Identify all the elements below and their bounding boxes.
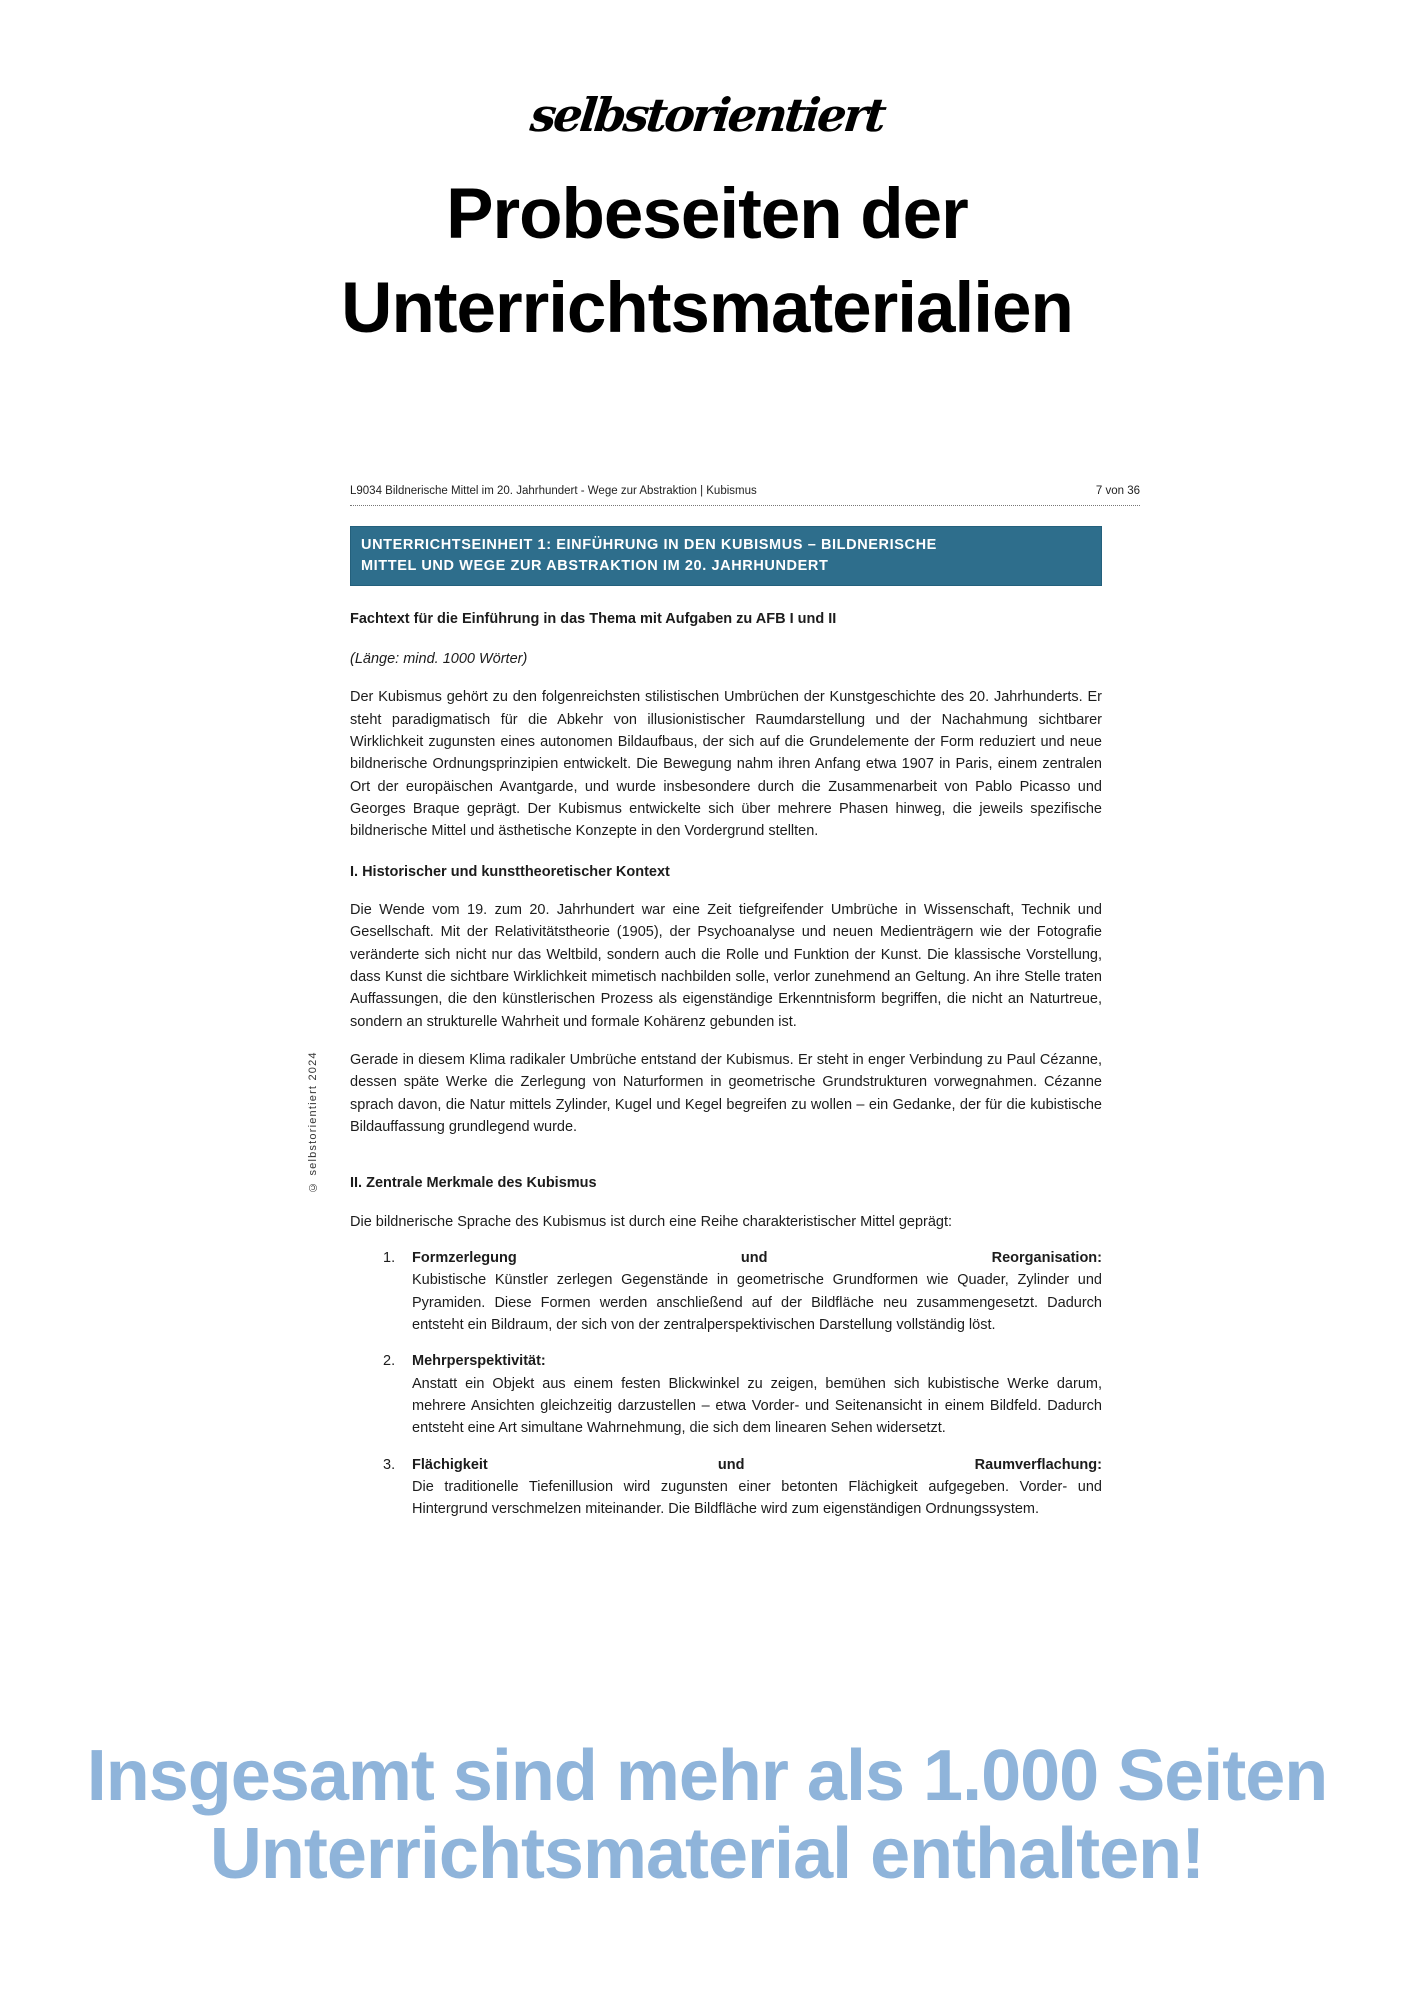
unit-title-banner xyxy=(350,526,1102,586)
list-item-heading-part: Raumverflachung: xyxy=(974,1456,1102,1473)
intro-paragraph: Der Kubismus gehört zu den folgenreichsten stilistischen Umbrüchen der Kunstgeschichte des 20. Jahrhunderts. Er steht paradigmatisch für die Abkehr von illusionistischer Raumdarstellung und der Nachahmung sichtbarer Wirklichkeit zugunsten eines autonomen Bildaufbaus, der sich auf die Grundelemente der Form reduziert und neue bildnerische Ordnungsprinzipien entwickelt. Die Bewegung nahm ihren Anfang etwa 1907 in Paris, einem zentralen Ort der europäischen Avantgarde, und wurde insbesondere durch die Zusammenarbeit von Pablo Picasso und Georges Braque geprägt. Der Kubismus entwickelte sich über mehrere Phasen hinweg, die jeweils spezifische bildnerische Mittel und ästhetische Konzepte in den Vordergrund stellten. xyxy=(350,689,1102,840)
document-content xyxy=(350,526,1102,1521)
document-page xyxy=(307,483,1140,1521)
list-item-heading xyxy=(412,1454,1102,1476)
section1-heading: I. Historischer und kunsttheoretischer Kontext xyxy=(350,863,670,880)
list-item-heading-part: und xyxy=(740,1249,768,1266)
list-item-heading-part: und xyxy=(717,1456,745,1473)
section2-lead: Die bildnerische Sprache des Kubismus ist durch eine Reihe charakteristischer Mittel geprägt: xyxy=(350,1213,953,1230)
page-title xyxy=(0,168,1414,355)
list-item-body: Kubistische Künstler zerlegen Gegenstände in geometrische Grundformen wie Quader, Zylinder und Pyramiden. Diese Formen werden anschließend auf der Bildfläche neu zusammengesetzt. Dadurch entsteht ein Bildraum, der sich von der zentralperspektivischen Darstellung vollständig löst. xyxy=(412,1272,1102,1333)
list-item xyxy=(350,1247,1102,1336)
document-header xyxy=(350,483,1140,506)
list-item-heading-part: Formzerlegung xyxy=(412,1249,517,1266)
list-item-heading-part: Reorganisation: xyxy=(991,1249,1102,1266)
list-item-heading-part: Flächigkeit xyxy=(412,1456,488,1473)
document-header-title: L9034 Bildnerische Mittel im 20. Jahrhundert - Wege zur Abstraktion | Kubismus xyxy=(350,485,757,497)
page-title-line1: Probeseiten der xyxy=(446,175,968,254)
list-item-body: Anstatt ein Objekt aus einem festen Blickwinkel zu zeigen, bemühen sich kubistische Werke darum, mehrere Ansichten gleichzeitig darzustellen – etwa Vorder- und Seitenansicht in einem Bildfeld. Dadurch entsteht eine Art simultane Wahrnehmung, die sich dem linearen Sehen widersetzt. xyxy=(412,1375,1102,1437)
list-item-marker: 3. xyxy=(383,1456,396,1473)
feature-list xyxy=(350,1247,1102,1521)
section1-paragraph2: Gerade in diesem Klima radikaler Umbrüche entstand der Kubismus. Er steht in enger Verbindung zu Paul Cézanne, dessen späte Werke die Zerlegung von Naturformen in geometrische Grundstrukturen vorwegnahmen. Cézanne sprach davon, die Natur mittels Zylinder, Kugel und Kegel begreifen zu wollen – ein Gedanke, der für die kubistische Bildauffassung grundlegend wurde. xyxy=(350,1051,1102,1135)
brand-logo: selbstorientiert xyxy=(527,88,887,142)
unit-title-line1: UNTERRICHTSEINHEIT 1: EINFÜHRUNG IN DEN KUBISMUS – BILDNERISCHE xyxy=(361,536,937,553)
list-item xyxy=(350,1350,1102,1439)
doc-length-note: (Länge: mind. 1000 Wörter) xyxy=(350,651,528,668)
bottom-banner-line2: Unterrichtsmaterial enthalten! xyxy=(209,1813,1205,1894)
list-item-body: Die traditionelle Tiefenillusion wird zugunsten einer betonten Flächigkeit aufgegeben. Vorder- und Hintergrund verschmelzen miteinander. Die Bildfläche wird zum eigenständigen Ordnungssystem. xyxy=(412,1478,1102,1518)
page-title-line2: Unterrichtsmaterialien xyxy=(341,268,1073,348)
list-item-heading-part: Mehrperspektivität: xyxy=(412,1353,546,1370)
doc-subtitle: Fachtext für die Einführung in das Thema mit Aufgaben zu AFB I und II xyxy=(350,610,837,627)
list-item xyxy=(350,1454,1102,1521)
bottom-banner xyxy=(0,1738,1414,1894)
list-item-marker: 1. xyxy=(383,1249,396,1266)
list-item-heading xyxy=(412,1350,1102,1372)
document-page-indicator: 7 von 36 xyxy=(1095,485,1140,497)
section2-heading: II. Zentrale Merkmale des Kubismus xyxy=(350,1175,597,1192)
copyright-vertical-text: © selbstorientiert 2024 xyxy=(307,1051,319,1193)
list-item-marker: 2. xyxy=(383,1353,396,1370)
bottom-banner-line1: Insgesamt sind mehr als 1.000 Seiten xyxy=(86,1736,1328,1816)
section1-paragraph1: Die Wende vom 19. zum 20. Jahrhundert war eine Zeit tiefgreifender Umbrüche in Wissenschaft, Technik und Gesellschaft. Mit der Relativitätstheorie (1905), der Psychoanalyse und neuen Medienträgern wie der Fotografie veränderte sich nicht nur das Weltbild, sondern auch die Rolle und Funktion der Kunst. Die klassische Vorstellung, dass Kunst die sichtbare Wirklichkeit mimetisch nachbilden solle, verlor zunehmend an Geltung. An ihre Stelle traten Auffassungen, die den künstlerischen Prozess als eigenständige Erkenntnisform begriffen, die nicht an Naturtreue, sondern an strukturelle Wahrheit und formale Kohärenz gebunden ist. xyxy=(350,901,1102,1030)
list-item-heading xyxy=(412,1247,1102,1269)
unit-title-line2: MITTEL UND WEGE ZUR ABSTRAKTION IM 20. JAHRHUNDERT xyxy=(361,557,829,574)
